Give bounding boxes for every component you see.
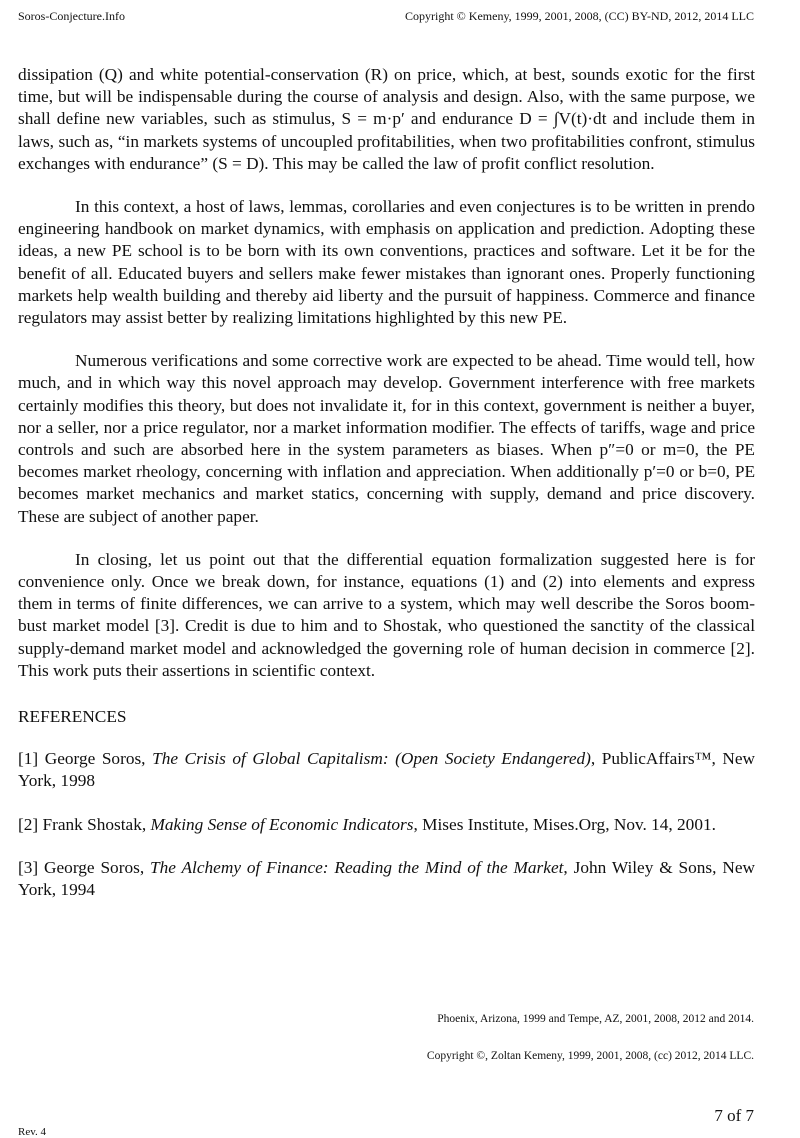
paragraph-verifications: Numerous verifications and some corrective work are expected to be ahead. Time would tell, how much, and in which way this novel approach may develop. Government interference with free markets certainly modifies this theory, but does not invalidate it, for in this context, government is neither a buyer, nor a seller, nor a price regulator, nor a market information modifier. The effects of tariffs, wage and price controls and such are absorbed here in the system parameters as biases. When p″=0 or m=0, the PE becomes market rheology, concerning with inflation and appreciation. When additionally p′=0 or b=0, PE becomes market mechanics and market statics, concerning with supply, demand and price discovery. These are subject of another paper.: [18, 351, 755, 526]
reference-title: The Crisis of Global Capitalism: (Open Society Endangered): [152, 749, 591, 769]
reference-title: Making Sense of Economic Indicators: [150, 814, 414, 834]
reference-number: [1]: [18, 749, 39, 769]
reference-item: [18, 857, 755, 901]
revision-label: Rev. 4: [18, 1126, 47, 1138]
references-heading: REFERENCES: [18, 707, 127, 727]
place-and-dates: Phoenix, Arizona, 1999 and Tempe, AZ, 2001, 2008, 2012 and 2014.: [437, 1013, 754, 1025]
reference-number: [2]: [18, 814, 39, 834]
footer-copyright: Copyright ©, Zoltan Kemeny, 1999, 2001, 2008, (cc) 2012, 2014 LLC.: [426, 1050, 754, 1062]
header-copyright: Copyright © Kemeny, 1999, 2001, 2008, (CC) BY-ND, 2012, 2014 LLC: [405, 9, 754, 23]
page-header: [18, 8, 754, 24]
reference-title: The Alchemy of Finance: Reading the Mind of the Market: [150, 857, 564, 877]
page-number: 7 of 7: [714, 1106, 754, 1125]
site-name: Soros-Conjecture.Info: [18, 9, 125, 23]
reference-author: George Soros,: [44, 749, 146, 769]
reference-author: George Soros,: [44, 857, 151, 877]
paragraph-handbook: In this context, a host of laws, lemmas, corollaries and even conjectures is to be written in prendo engineering handbook on market dynamics, with emphasis on application and prediction. Adopting these ideas, a new PE school is to be born with its own conventions, practices and software. Let it be for the benefit of all. Educated buyers and sellers make fewer mistakes than ignorant ones. Properly functioning markets help wealth building and thereby aid liberty and the pursuit of happiness. Commerce and finance regulators may assist better by realizing limitations highlighted by this new PE.: [18, 197, 755, 328]
reference-item: [18, 814, 755, 836]
reference-item: [18, 748, 755, 792]
document-body: [18, 64, 755, 922]
reference-details: , Mises Institute, Mises.Org, Nov. 14, 2001.: [413, 814, 716, 834]
paragraph-closing: In closing, let us point out that the differential equation formalization suggested here is for convenience only. Once we break down, for instance, equations (1) and (2) into elements and express them in terms of finite differences, we can arrive to a system, which may well describe the Soros boom-bust market model [3]. Credit is due to him and to Shostak, who questioned the sanctity of the classical supply-demand market model and acknowledged the governing role of human decision in commerce [2]. This work puts their assertions in scientific context.: [18, 549, 755, 680]
reference-number: [3]: [18, 857, 39, 877]
paragraph-continued: dissipation (Q) and white potential-conservation (R) on price, which, at best, sounds exotic for the first time, but will be indispensable during the course of analysis and design. Also, with the same purpose, we shall define new variables, such as stimulus, S = m·p′ and endurance D = ∫V(t)·dt and include them in laws, such as, “in markets systems of uncoupled profitabilities, when two profitabilities confront, stimulus exchanges with endurance” (S = D). This may be called the law of profit conflict resolution.: [18, 65, 755, 173]
reference-details: , PublicAffairs™, New York, 1998: [18, 749, 755, 791]
reference-details: , John Wiley & Sons, New York, 1994: [18, 857, 755, 900]
reference-author: Frank Shostak,: [42, 814, 147, 834]
